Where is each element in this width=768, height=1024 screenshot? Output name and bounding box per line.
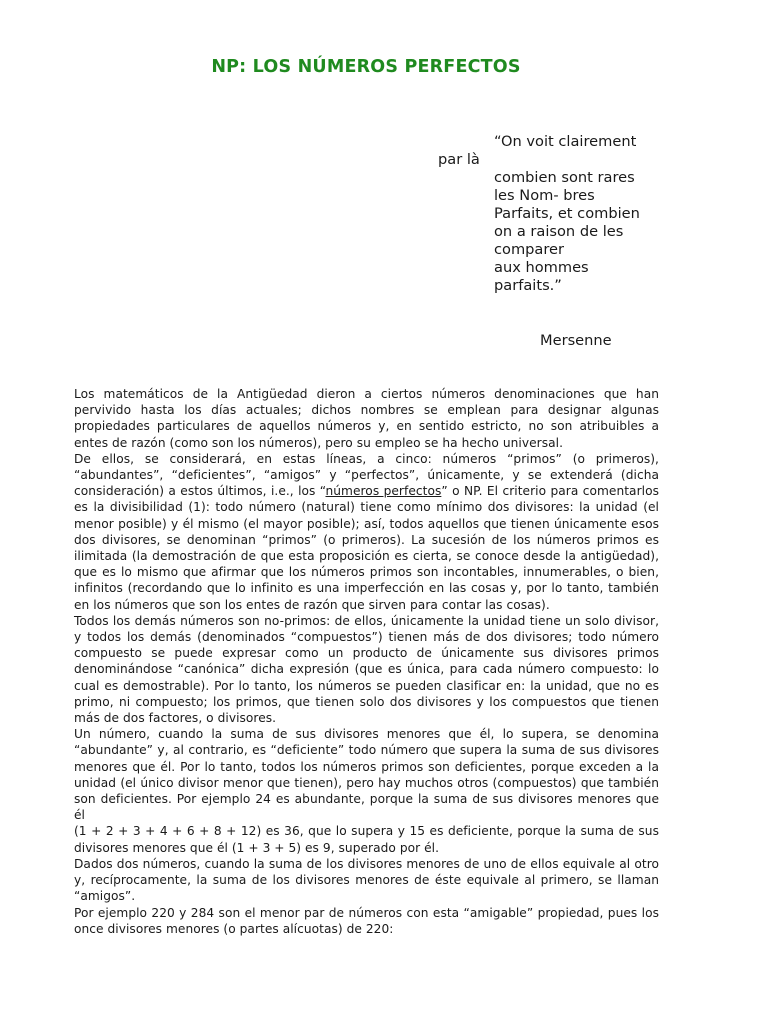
paragraph: Todos los demás números son no-primos: de ellos, únicamente la unidad tiene un solo divisor, y todos los demás (denominados “compuestos”) tienen más de dos divisores; todo número compuesto se puede expresar como un producto de únicamente sus divisores primos denominándose “canónica” dicha expresión (que es única, para cada número compuesto: lo cual es demostrable). Por lo tanto, los números se pueden clasificar en: la unidad, que no es primo, ni compuesto; los primos, que tienen solo dos divisores y los compuestos que tienen más de dos factores, o divisores. <box>74 613 659 726</box>
epigraph-line: Parfaits, et combien <box>494 205 640 222</box>
paragraph-text: ” o NP. El criterio para comentarlos es la divisibilidad (1): todo número (natural) tiene como mínimo dos divisores: la unidad (el menor posible) y él mismo (el mayor posible); así, todos aquellos que tienen únicamente esos dos divisores, se denominan “primos” (o primeros). La sucesión de los números primos es ilimitada (la demostración de que esta proposición es cierta, se conoce desde la antigüedad), que es lo mismo que afirmar que los números primos son incontables, innumerables, o bien, infinitos (recordando que lo infinito es una imperfección en las cosas y, por lo tanto, también en los números que son los entes de razón que sirven para contar las cosas). <box>74 484 659 612</box>
paragraph-text: De ellos, se considerará, en estas líneas, a cinco: números “primos” (o primeros), “abundantes”, “deficientes”, “amigos” y “perfectos”, únicamente, y se extenderá (dicha consideración) a estos últimos, i.e., los “ <box>74 451 659 499</box>
epigraph-line: “On voit clairement <box>494 133 637 150</box>
body-text <box>74 386 659 937</box>
epigraph-line: parfaits.” <box>494 277 562 294</box>
epigraph-line: les Nom- bres <box>494 187 595 204</box>
paragraph: Dados dos números, cuando la suma de los divisores menores de uno de ellos equivale al otro y, recíprocamente, la suma de los divisores menores de éste equivale al primero, se llaman “amigos”. <box>74 856 659 904</box>
paragraph: (1 + 2 + 3 + 4 + 6 + 8 + 12) es 36, que lo supera y 15 es deficiente, porque la suma de sus divisores menores que él (1 + 3 + 5) es 9, superado por él. <box>74 824 659 855</box>
page-title: NP: LOS NÚMEROS PERFECTOS <box>211 57 521 77</box>
epigraph-quote <box>494 133 694 295</box>
epigraph-line: comparer <box>494 241 565 258</box>
paragraph: Un número, cuando la suma de sus divisores menores que él, lo supera, se denomina “abundante” y, al contrario, es “deficiente” todo número que supera la suma de sus divisores menores que él. Por lo tanto, todos los números primos son deficientes, porque exceden a la unidad (el único divisor menor que tienen), pero hay muchos otros (compuestos) que también son deficientes. Por ejemplo 24 es abundante, porque la suma de sus divisores menores que él <box>74 727 659 823</box>
epigraph-side-text: par là <box>438 151 480 168</box>
paragraph: Los matemáticos de la Antigüedad dieron a ciertos números denominaciones que han pervivido hasta los días actuales; dichos nombres se emplean para designar algunas propiedades particulares de aquellos números y, en sentido estricto, no son atribuibles a entes de razón (como son los números), pero su empleo se ha hecho universal. <box>74 387 659 450</box>
epigraph-line: combien sont rares <box>494 169 635 186</box>
numeros-perfectos-link[interactable]: números perfectos <box>325 484 442 499</box>
epigraph-line: aux hommes <box>494 259 589 276</box>
paragraph: Por ejemplo 220 y 284 son el menor par de números con esta “amigable” propiedad, pues los once divisores menores (o partes alícuotas) de 220: <box>74 905 659 936</box>
epigraph-author: Mersenne <box>540 332 612 349</box>
paragraph <box>74 451 659 613</box>
epigraph-line: on a raison de les <box>494 223 624 240</box>
